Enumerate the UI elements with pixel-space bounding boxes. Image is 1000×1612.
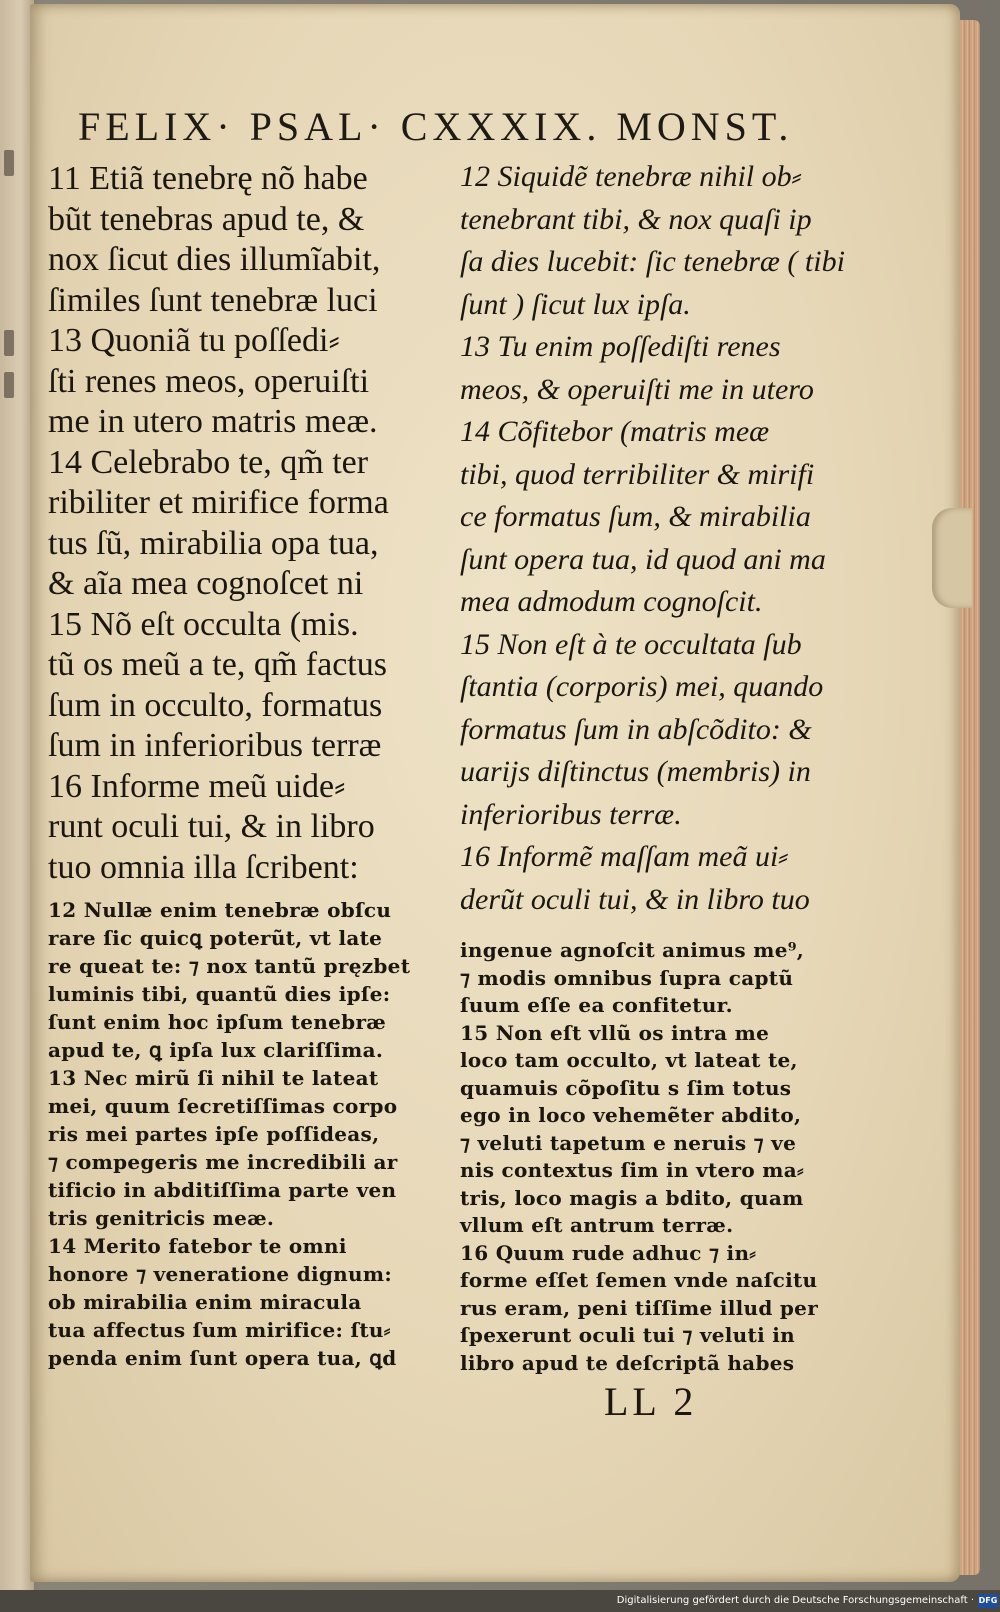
right-main-line: mea admodum cognoſcit. (460, 585, 763, 618)
left-commentary-line: luminis tibi, quantũ dies ipſe: (48, 982, 391, 1006)
right-main-line: ſunt opera tua, id quod ani ma (460, 542, 826, 576)
right-commentary-line: ingenue agnoſcit animus me⁹, (460, 938, 805, 962)
right-commentary-line: quamuis cõpoſitu s ſim totus (460, 1075, 792, 1100)
digitization-credit: Digitalisierung gefördert durch die Deutsche Forschungsgemeinschaft · (616, 1595, 974, 1606)
right-commentary-line: libro apud te deſcriptã habes (460, 1350, 795, 1375)
left-commentary-line: honore ⁊ veneratione dignum: (48, 1262, 392, 1286)
right-main-line: tibi, quod terribiliter & mirifi (460, 457, 815, 491)
right-main-line: 14 Cõfitebor (matris meæ (460, 415, 770, 448)
left-main-line: bũt tenebras apud te, & (48, 200, 365, 238)
left-main-line: ſum in occulto, formatus (48, 686, 383, 724)
left-commentary-line: ob mirabilia enim miracula (48, 1290, 362, 1314)
left-commentary-line: rare ſic quicꝗ poterũt, vt late (48, 926, 383, 950)
right-commentary-line: forme eſſet ſemen vnde naſcitu (460, 1268, 818, 1292)
right-main-line: inferioribus terræ. (460, 797, 682, 831)
left-main-line: 16 Informe meũ uide⸗ (48, 767, 346, 805)
left-commentary-line: tua affectus ſum mirifice: ſtu⸗ (48, 1318, 391, 1342)
right-main-line: ſunt ) ſicut lux ipſa. (460, 287, 691, 321)
right-commentary-line: loco tam occulto, vt lateat te, (460, 1048, 798, 1072)
right-main-line: 16 Informẽ maſſam meã ui⸗ (460, 840, 789, 873)
right-main-line: tenebrant tibi, & nox quaſi ip (460, 202, 812, 236)
page-tab-notch (932, 508, 972, 608)
left-commentary-line: penda enim ſunt opera tua, ꝗd (48, 1346, 397, 1370)
signature-mark: LL 2 (604, 1379, 698, 1424)
left-commentary-line: 12 Nullæ enim tenebræ obſcu (48, 898, 392, 922)
right-main-line: 15 Non eſt à te occultata ſub (460, 627, 802, 661)
right-main-line: derũt oculi tui, & in libro tuo (460, 882, 810, 916)
left-main-line: 11 Etiã tenebrę nõ habe (48, 160, 368, 197)
right-commentary-line: tris, loco magis a bdito, quam (460, 1185, 804, 1210)
left-main-line: ſti renes meos, operuiſti (48, 362, 370, 400)
right-main-line: meos, & operuiſti me in utero (460, 372, 814, 406)
left-main-line: tus ſũ, mirabilia opa tua, (48, 524, 379, 562)
left-commentary-line: tris genitricis meæ. (48, 1206, 275, 1230)
right-main-line: ce formatus ſum, & mirabilia (460, 500, 811, 533)
right-main-line: uarijs diſtinctus (membris) in (460, 755, 811, 788)
left-commentary-line: apud te, ꝗ ipſa lux clariſſima. (48, 1038, 384, 1062)
left-commentary-line: re queat te: ⁊ nox tantũ pręzbet (48, 954, 411, 978)
left-main-line: & aĩa mea cognoſcet ni (48, 565, 364, 602)
spine-mark (4, 330, 14, 356)
right-commentary-line: ⁊ modis omnibus ſupra captũ (460, 965, 794, 990)
right-main-line: ſtantia (corporis) mei, quando (460, 670, 824, 703)
left-main-line: nox ſicut dies illumĩabit, (48, 241, 381, 278)
spine-mark (4, 150, 14, 176)
left-main-line: ſimiles ſunt tenebræ luci (48, 281, 378, 319)
left-main-line: 13 Quoniã tu poſſedi⸗ (48, 322, 340, 359)
left-main-line: tũ os meũ a te, qm̃ factus (48, 646, 387, 683)
right-commentary-line: ego in loco vehemẽter abdito, (460, 1103, 802, 1127)
left-main-line: me in utero matris meæ. (48, 403, 378, 440)
left-main-line: ribiliter et mirifice forma (48, 484, 389, 521)
left-main-line: tuo omnia illa ſcribent: (48, 848, 359, 886)
left-commentary-line: ſunt enim hoc ipſum tenebræ (48, 1010, 387, 1034)
right-main-line: 13 Tu enim poſſediſti renes (460, 330, 781, 363)
left-main-line: runt oculi tui, & in libro (48, 808, 375, 845)
right-main-line: ſa dies lucebit: ſic tenebræ ( tibi (460, 245, 845, 278)
right-commentary-line: 15 Non eſt vllũ os intra me (460, 1020, 770, 1045)
left-commentary-line: tificio in abditiſſima parte ven (48, 1178, 397, 1202)
left-commentary-line: ris mei partes ipſe poſſideas, (48, 1122, 380, 1146)
left-commentary-line: ⁊ compegeris me incredibili ar (48, 1150, 398, 1174)
right-commentary-line: 16 Quum rude adhuc ⁊ in⸗ (460, 1240, 757, 1265)
running-head: FELIX· PSAL· CXXXIX. MONST. (78, 104, 794, 149)
right-commentary-line: ⁊ veluti tapetum e neruis ⁊ ve (460, 1130, 797, 1155)
left-commentary-line: 13 Nec mirũ ſi nihil te lateat (48, 1066, 379, 1090)
dfg-logo: DFG (978, 1594, 998, 1608)
left-main-line: ſum in inferioribus terræ (48, 727, 382, 764)
left-main-line: 15 Nõ eſt occulta (mis. (48, 605, 359, 643)
right-main-line: 12 Siquidẽ tenebræ nihil ob⸗ (460, 160, 802, 193)
right-commentary-line: ſpexerunt oculi tui ⁊ veluti in (460, 1323, 795, 1347)
right-commentary-line: vllum eſt antrum terræ. (460, 1213, 734, 1237)
right-main-line: formatus ſum in abſcõdito: & (460, 712, 812, 746)
right-commentary-line: ſuum eſſe ea confitetur. (460, 993, 733, 1017)
right-commentary-line: nis contextus ſim in vtero ma⸗ (460, 1158, 804, 1182)
right-commentary-line: rus eram, peni tiſſime illud per (460, 1295, 819, 1320)
left-commentary-line: mei, quum ſecretiſſimas corpo (48, 1094, 398, 1118)
left-commentary-line: 14 Merito fatebor te omni (48, 1234, 347, 1258)
spine-mark (4, 372, 14, 398)
left-main-line: 14 Celebrabo te, qm̃ ter (48, 443, 369, 481)
